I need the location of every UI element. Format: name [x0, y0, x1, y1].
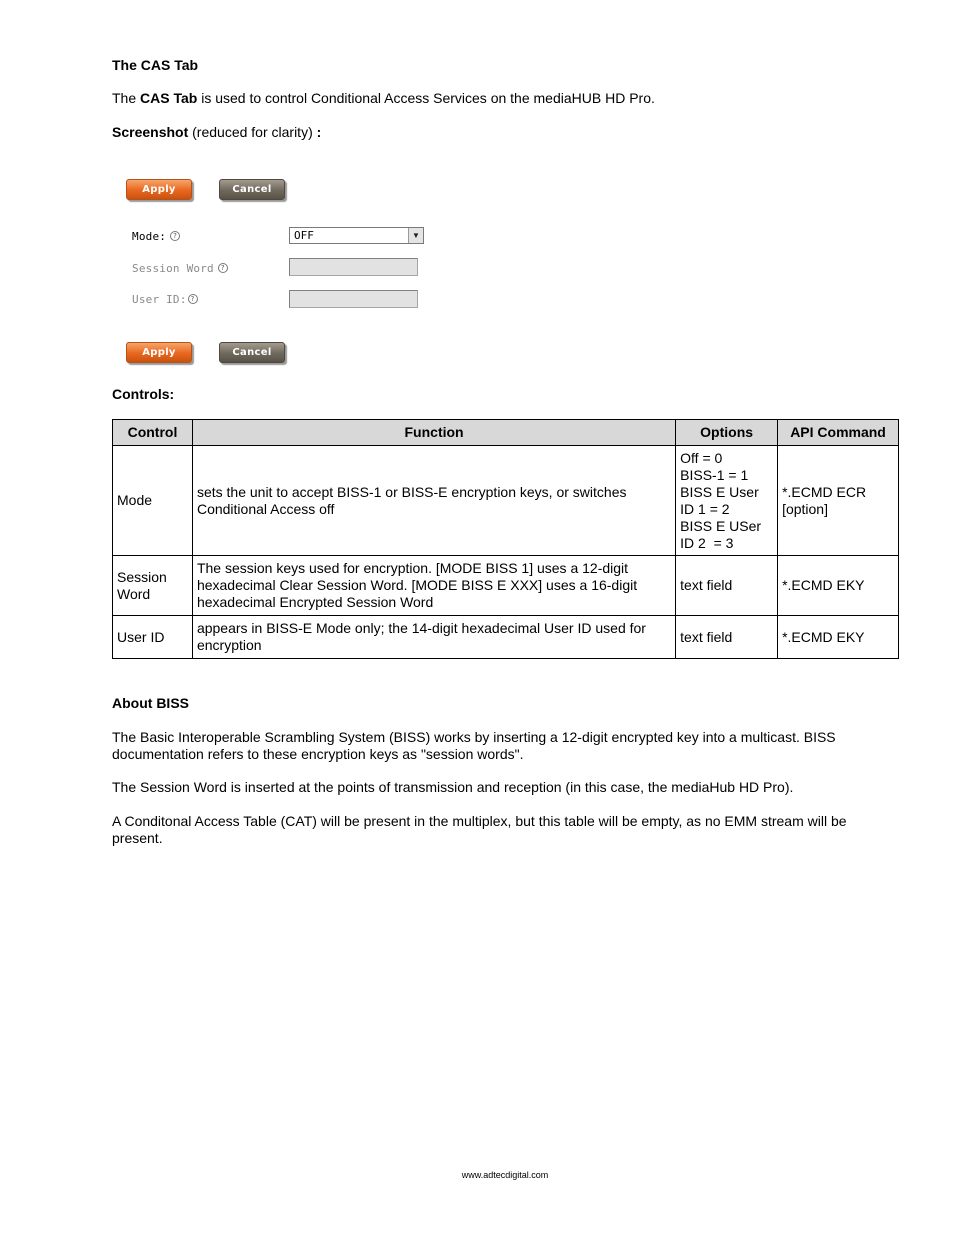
about-heading: About BISS — [112, 695, 189, 711]
page-heading: The CAS Tab — [112, 57, 199, 73]
caption-normal: (reduced for clarity) — [188, 124, 317, 140]
table-row — [113, 556, 899, 616]
option-line: Off = 0 — [680, 449, 723, 466]
info-icon[interactable]: ? — [170, 231, 180, 241]
intro-pre: The — [112, 90, 141, 106]
header-function: Function — [192, 420, 675, 446]
intro-bold: CAS Tab — [140, 90, 198, 106]
table-row — [113, 446, 899, 556]
cell-function: The session keys used for encryption. [MODE BISS 1] uses a 12-digit hexadecimal Clear Session Word. [MODE BISS E XXX] uses a 16-digit hexadecimal Encrypted Session Word — [192, 556, 675, 616]
cell-options: text field — [676, 616, 778, 659]
header-api-command: API Command — [778, 420, 899, 446]
apply-button-top[interactable]: Apply — [126, 179, 192, 200]
option-line: BISS-1 = 1 — [680, 466, 749, 483]
info-icon[interactable]: ? — [188, 294, 198, 304]
caption-colon: : — [316, 124, 322, 140]
screenshot-caption — [112, 124, 321, 141]
table-header-row — [113, 420, 899, 446]
cell-api-command: *.ECMD ECR [option] — [778, 446, 899, 556]
session-word-label-text: Session Word — [132, 262, 214, 275]
user-id-input[interactable] — [289, 290, 418, 308]
session-word-field-label — [132, 262, 228, 275]
cell-options: text field — [676, 556, 778, 616]
mode-field-label — [132, 230, 180, 243]
cell-api-command: *.ECMD EKY — [778, 616, 899, 659]
cell-control: User ID — [113, 616, 193, 659]
option-line: BISS E USer ID 2 = 3 — [680, 517, 765, 551]
intro-paragraph — [112, 90, 655, 107]
cell-api-command: *.ECMD EKY — [778, 556, 899, 616]
cell-function: appears in BISS-E Mode only; the 14-digit hexadecimal User ID used for encryption — [192, 616, 675, 659]
cell-options — [676, 446, 778, 556]
mode-select[interactable] — [289, 227, 424, 244]
mode-label-text: Mode: — [132, 230, 167, 243]
about-paragraph: The Basic Interoperable Scrambling System (BISS) works by inserting a 12-digit encrypted key into a multicast. BISS documentation refers to these encryption keys as "session words". — [112, 729, 836, 762]
header-options: Options — [676, 420, 778, 446]
session-word-input[interactable] — [289, 258, 418, 276]
chevron-down-icon[interactable]: ▼ — [408, 228, 423, 243]
info-icon[interactable]: ? — [218, 263, 228, 273]
controls-table — [112, 419, 899, 659]
intro-post: is used to control Conditional Access Services on the mediaHUB HD Pro. — [197, 90, 655, 106]
user-id-field-label — [132, 293, 198, 306]
option-line: BISS E User ID 1 = 2 — [680, 483, 759, 517]
cell-control: Mode — [113, 446, 193, 556]
cell-function: sets the unit to accept BISS-1 or BISS-E encryption keys, or switches Conditional Access off — [192, 446, 675, 556]
cell-control: Session Word — [113, 556, 193, 616]
apply-button-bottom[interactable]: Apply — [126, 342, 192, 363]
mode-select-value: OFF — [294, 229, 314, 242]
user-id-label-text: User ID: — [132, 293, 187, 306]
about-paragraph: A Conditonal Access Table (CAT) will be present in the multiplex, but this table will be empty, as no EMM stream will be present. — [112, 813, 847, 846]
about-paragraph: The Session Word is inserted at the points of transmission and reception (in this case, the mediaHub HD Pro). — [112, 779, 794, 795]
footer-url: www.adtecdigital.com — [461, 1170, 549, 1180]
cancel-button-bottom[interactable]: Cancel — [219, 342, 285, 363]
table-row — [113, 616, 899, 659]
caption-bold: Screenshot — [112, 124, 189, 140]
header-control: Control — [113, 420, 193, 446]
controls-heading: Controls: — [112, 386, 175, 402]
cancel-button-top[interactable]: Cancel — [219, 179, 285, 200]
